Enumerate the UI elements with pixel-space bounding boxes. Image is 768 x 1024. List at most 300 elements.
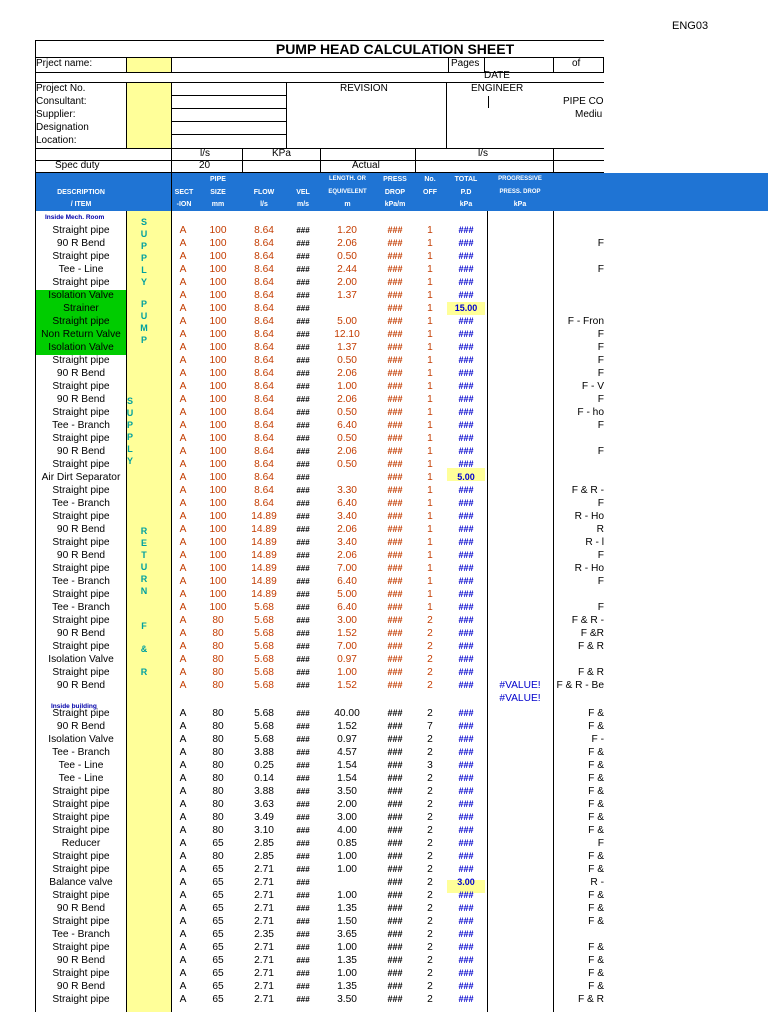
- section-cell: A: [179, 316, 187, 327]
- no-off-cell: 2: [427, 955, 433, 966]
- item-description: 90 R Bend: [56, 550, 106, 561]
- section-cell: A: [179, 903, 187, 914]
- pipe-size-cell: 65: [212, 942, 224, 953]
- length-cell: 2.06: [337, 394, 357, 405]
- total-pd-cell: ###: [458, 277, 474, 287]
- table-row: [0, 653, 768, 666]
- length-cell: 1.54: [337, 760, 357, 771]
- fr-section-label-f: F: [141, 621, 147, 631]
- note-cell: F &: [588, 747, 604, 758]
- note-cell: F &: [588, 864, 604, 875]
- table-row: [0, 562, 768, 575]
- item-description: Straight pipe: [52, 942, 110, 953]
- flow-cell: 2.71: [254, 968, 274, 979]
- length-cell: 1.37: [337, 342, 357, 353]
- section-cell: A: [179, 994, 187, 1005]
- pipe-size-cell: 100: [209, 589, 227, 600]
- inside-building-label: Inside building: [51, 703, 97, 710]
- item-description: Straight pipe: [52, 277, 110, 288]
- total-pd-cell: ###: [458, 916, 474, 926]
- section-cell: A: [179, 812, 187, 823]
- flow-cell: 2.71: [254, 890, 274, 901]
- total-pd-cell: ###: [458, 994, 474, 1004]
- length-cell: 0.50: [337, 433, 357, 444]
- flow-cell: 8.64: [254, 264, 274, 275]
- velocity-cell: ###: [296, 486, 310, 495]
- item-description: Straight pipe: [52, 563, 110, 574]
- length-cell: 2.44: [337, 264, 357, 275]
- item-description: Straight pipe: [52, 407, 110, 418]
- flow-cell: 2.35: [254, 929, 274, 940]
- section-cell: A: [179, 381, 187, 392]
- section-cell: A: [179, 734, 187, 745]
- length-cell: 3.00: [337, 615, 357, 626]
- no-off-cell: 2: [427, 773, 433, 784]
- item-description: Straight pipe: [52, 316, 110, 327]
- item-description: Straight pipe: [52, 799, 110, 810]
- col-length-line1: EQUIVELENT: [328, 189, 367, 195]
- total-pd-cell: ###: [458, 825, 474, 835]
- total-pd-cell: ###: [458, 407, 474, 417]
- note-cell: F: [597, 394, 604, 405]
- pipe-size-cell: 100: [209, 420, 227, 431]
- note-cell: F: [597, 264, 604, 275]
- spec-duty-value: 20: [199, 160, 211, 171]
- project-details-field[interactable]: [126, 83, 171, 148]
- total-pd-cell: ###: [458, 615, 474, 625]
- no-off-cell: 2: [427, 786, 433, 797]
- flow-cell: 8.64: [254, 225, 274, 236]
- project-name-label: Prject name:: [36, 58, 93, 69]
- item-description: 90 R Bend: [56, 721, 106, 732]
- item-description: 90 R Bend: [56, 628, 106, 639]
- note-cell: F &: [588, 981, 604, 992]
- velocity-cell: ###: [296, 460, 310, 469]
- no-off-cell: 1: [427, 511, 433, 522]
- of-label: of: [572, 58, 581, 69]
- no-off-cell: 1: [427, 602, 433, 613]
- item-description: Straight pipe: [52, 615, 110, 626]
- section-cell: A: [179, 589, 187, 600]
- col-progressive-line2: kPa: [513, 201, 527, 208]
- length-cell: 7.00: [337, 641, 357, 652]
- length-cell: 1.00: [337, 968, 357, 979]
- section-cell: A: [179, 667, 187, 678]
- item-description: Straight pipe: [52, 225, 110, 236]
- section-cell: A: [179, 576, 187, 587]
- fr-section-label-r: R: [140, 667, 148, 677]
- flow-cell: 5.68: [254, 708, 274, 719]
- section-cell: A: [179, 485, 187, 496]
- item-description: Straight pipe: [52, 916, 110, 927]
- no-off-cell: 2: [427, 929, 433, 940]
- note-cell: F: [597, 576, 604, 587]
- section-cell: A: [179, 355, 187, 366]
- table-row: [0, 276, 768, 289]
- item-description: 90 R Bend: [56, 368, 106, 379]
- note-cell: F: [597, 838, 604, 849]
- press-drop-cell: ###: [387, 942, 403, 952]
- press-drop-cell: ###: [387, 747, 403, 757]
- velocity-cell: ###: [296, 408, 310, 417]
- flow-cell: 8.64: [254, 420, 274, 431]
- engineer-label: ENGINEER: [471, 83, 524, 94]
- table-row: [0, 785, 768, 798]
- item-description: Tee - Line: [58, 264, 104, 275]
- section-cell: A: [179, 773, 187, 784]
- flow-cell: 8.64: [254, 472, 274, 483]
- col-total-line0: TOTAL: [454, 176, 478, 183]
- velocity-cell: ###: [296, 956, 310, 965]
- col-total-line1: P.D: [460, 189, 472, 196]
- total-pd-cell: ###: [458, 602, 474, 612]
- no-off-cell: 1: [427, 303, 433, 314]
- press-drop-cell: ###: [387, 851, 403, 861]
- note-cell: F & R: [577, 641, 604, 652]
- total-pd-cell: ###: [458, 838, 474, 848]
- press-drop-cell: ###: [387, 641, 403, 651]
- pages-label: Pages: [451, 58, 480, 69]
- section-cell: A: [179, 498, 187, 509]
- item-description: Straight pipe: [52, 968, 110, 979]
- note-cell: F &R: [580, 628, 604, 639]
- flow-cell: 8.64: [254, 433, 274, 444]
- press-drop-cell: ###: [387, 708, 403, 718]
- length-cell: 3.40: [337, 511, 357, 522]
- length-cell: 1.52: [337, 628, 357, 639]
- section-cell: A: [179, 825, 187, 836]
- velocity-cell: ###: [296, 356, 310, 365]
- section-cell: A: [179, 838, 187, 849]
- flow-cell: 5.68: [254, 680, 274, 691]
- length-cell: 4.57: [337, 747, 357, 758]
- table-row: [0, 692, 768, 705]
- velocity-cell: ###: [296, 382, 310, 391]
- press-drop-cell: ###: [387, 903, 403, 913]
- pipe-size-cell: 80: [212, 812, 224, 823]
- pipe-size-cell: 80: [212, 799, 224, 810]
- press-drop-cell: ###: [387, 825, 403, 835]
- pipe-size-cell: 80: [212, 734, 224, 745]
- section-cell: A: [179, 277, 187, 288]
- table-row: [0, 967, 768, 980]
- note-cell: F: [597, 420, 604, 431]
- table-row: [0, 640, 768, 653]
- item-description: Straight pipe: [52, 825, 110, 836]
- project-name-field[interactable]: [126, 58, 171, 72]
- velocity-cell: ###: [296, 330, 310, 339]
- total-pd-cell: ###: [458, 667, 474, 677]
- supply-section-label-1: S U P P L Y: [140, 217, 148, 287]
- press-drop-cell: ###: [387, 602, 403, 612]
- table-row: [0, 445, 768, 458]
- press-drop-cell: ###: [387, 342, 403, 352]
- unit-kpa: KPa: [272, 148, 291, 159]
- section-cell: A: [179, 251, 187, 262]
- length-cell: 1.52: [337, 680, 357, 691]
- item-description: Isolation Valve: [48, 290, 114, 301]
- flow-cell: 3.88: [254, 747, 274, 758]
- actual-label: Actual: [352, 160, 380, 171]
- length-cell: 0.85: [337, 838, 357, 849]
- velocity-cell: ###: [296, 748, 310, 757]
- flow-cell: 2.85: [254, 838, 274, 849]
- note-cell: F & R -: [571, 485, 604, 496]
- length-cell: 3.40: [337, 537, 357, 548]
- press-drop-cell: ###: [387, 994, 403, 1004]
- table-row: [0, 406, 768, 419]
- note-cell: F &: [588, 851, 604, 862]
- col-desc-line1: DESCRIPTION: [57, 189, 105, 196]
- press-drop-cell: ###: [387, 916, 403, 926]
- item-description: Isolation Valve: [48, 734, 114, 745]
- total-pd-cell: ###: [458, 498, 474, 508]
- no-off-cell: 2: [427, 864, 433, 875]
- pipe-size-cell: 100: [209, 524, 227, 535]
- no-off-cell: 2: [427, 812, 433, 823]
- velocity-cell: ###: [296, 369, 310, 378]
- length-cell: 1.00: [337, 851, 357, 862]
- revision-label: REVISION: [340, 83, 388, 94]
- note-cell: F - Fron: [567, 316, 604, 327]
- table-row: [0, 837, 768, 850]
- table-row: [0, 458, 768, 471]
- item-description: Straight pipe: [52, 641, 110, 652]
- note-cell: F & R: [577, 667, 604, 678]
- col-vel-line1: VEL: [296, 189, 310, 196]
- no-off-cell: 3: [427, 760, 433, 771]
- table-row: [0, 549, 768, 562]
- velocity-cell: ###: [296, 668, 310, 677]
- pipe-size-cell: 65: [212, 916, 224, 927]
- pipe-size-cell: 65: [212, 838, 224, 849]
- length-cell: 3.50: [337, 994, 357, 1005]
- velocity-cell: ###: [296, 564, 310, 573]
- total-pd-cell: ###: [458, 355, 474, 365]
- no-off-cell: 2: [427, 825, 433, 836]
- note-cell: F &: [588, 708, 604, 719]
- note-cell: R - Ho: [574, 563, 604, 574]
- flow-cell: 14.89: [251, 576, 277, 587]
- velocity-cell: ###: [296, 252, 310, 261]
- flow-cell: 8.64: [254, 238, 274, 249]
- total-pd-cell: ###: [458, 589, 474, 599]
- velocity-cell: ###: [296, 969, 310, 978]
- flow-cell: 8.64: [254, 368, 274, 379]
- length-cell: 2.00: [337, 277, 357, 288]
- total-pd-cell: ###: [458, 290, 474, 300]
- velocity-cell: ###: [296, 930, 310, 939]
- press-drop-cell: ###: [387, 734, 403, 744]
- item-description: Tee - Branch: [52, 747, 110, 758]
- note-cell: F &: [588, 968, 604, 979]
- length-cell: 2.06: [337, 550, 357, 561]
- note-cell: F &: [588, 903, 604, 914]
- press-drop-cell: ###: [387, 355, 403, 365]
- length-cell: 1.35: [337, 955, 357, 966]
- press-drop-cell: ###: [387, 589, 403, 599]
- no-off-cell: 1: [427, 381, 433, 392]
- velocity-cell: ###: [296, 317, 310, 326]
- table-row: [0, 432, 768, 445]
- no-off-cell: 2: [427, 654, 433, 665]
- col-drop-line1: DROP: [384, 189, 406, 196]
- item-description: Straight pipe: [52, 994, 110, 1005]
- table-row: [0, 250, 768, 263]
- velocity-cell: ###: [296, 709, 310, 718]
- total-pd-cell: ###: [458, 968, 474, 978]
- item-description: Tee - Branch: [52, 498, 110, 509]
- item-description: Straight pipe: [52, 667, 110, 678]
- velocity-cell: ###: [296, 878, 310, 887]
- section-cell: A: [179, 929, 187, 940]
- length-cell: 5.00: [337, 316, 357, 327]
- note-cell: F & R -: [571, 615, 604, 626]
- item-description: 90 R Bend: [56, 903, 106, 914]
- table-row: [0, 523, 768, 536]
- pipe-size-cell: 100: [209, 602, 227, 613]
- section-cell: A: [179, 864, 187, 875]
- col-drop-line2: kPa/m: [384, 201, 406, 208]
- note-cell: F &: [588, 799, 604, 810]
- section-cell: A: [179, 550, 187, 561]
- note-cell: F: [597, 550, 604, 561]
- col-size-line1: SIZE: [210, 189, 226, 196]
- velocity-cell: ###: [296, 655, 310, 664]
- press-drop-cell: ###: [387, 277, 403, 287]
- length-cell: 3.50: [337, 786, 357, 797]
- table-row: [0, 484, 768, 497]
- flow-cell: 0.25: [254, 760, 274, 771]
- total-pd-cell: ###: [458, 342, 474, 352]
- table-row: [0, 679, 768, 692]
- press-drop-cell: ###: [387, 524, 403, 534]
- section-cell: A: [179, 615, 187, 626]
- table-row: [0, 772, 768, 785]
- length-cell: 1.00: [337, 864, 357, 875]
- note-cell: F &: [588, 773, 604, 784]
- pipe-size-cell: 100: [209, 251, 227, 262]
- table-row: [0, 393, 768, 406]
- total-pd-cell: ###: [458, 903, 474, 913]
- press-drop-cell: ###: [387, 628, 403, 638]
- velocity-cell: ###: [296, 839, 310, 848]
- item-description: Straight pipe: [52, 812, 110, 823]
- pipe-size-cell: 65: [212, 864, 224, 875]
- section-cell: A: [179, 459, 187, 470]
- length-cell: 2.06: [337, 368, 357, 379]
- item-description: Straight pipe: [52, 851, 110, 862]
- total-pd-cell: ###: [458, 864, 474, 874]
- no-off-cell: 2: [427, 877, 433, 888]
- section-cell: A: [179, 721, 187, 732]
- pipe-size-cell: 100: [209, 225, 227, 236]
- length-cell: 6.40: [337, 420, 357, 431]
- no-off-cell: 1: [427, 433, 433, 444]
- pipe-size-cell: 80: [212, 721, 224, 732]
- table-row: [0, 980, 768, 993]
- no-off-cell: 7: [427, 721, 433, 732]
- item-description: Balance valve: [49, 877, 113, 888]
- item-description: Straight pipe: [52, 251, 110, 262]
- total-pd-cell: ###: [458, 381, 474, 391]
- no-off-cell: 1: [427, 368, 433, 379]
- press-drop-cell: ###: [387, 329, 403, 339]
- total-pd-cell: ###: [458, 316, 474, 326]
- note-cell: F: [597, 446, 604, 457]
- no-off-cell: 1: [427, 485, 433, 496]
- total-pd-cell: ###: [458, 812, 474, 822]
- table-row: [0, 354, 768, 367]
- length-cell: 0.50: [337, 355, 357, 366]
- velocity-cell: ###: [296, 239, 310, 248]
- section-cell: A: [179, 942, 187, 953]
- velocity-cell: ###: [296, 603, 310, 612]
- velocity-cell: ###: [296, 761, 310, 770]
- item-description: Isolation Valve: [48, 654, 114, 665]
- designation-label: Designation: [36, 122, 89, 133]
- col-total-line2: kPa: [459, 201, 473, 208]
- total-pd-cell: ###: [458, 654, 474, 664]
- item-description: 90 R Bend: [56, 955, 106, 966]
- section-cell: A: [179, 394, 187, 405]
- spec-duty-label: Spec duty: [55, 160, 100, 171]
- no-off-cell: 2: [427, 747, 433, 758]
- velocity-cell: ###: [296, 917, 310, 926]
- pipe-size-cell: 100: [209, 433, 227, 444]
- no-off-cell: 2: [427, 680, 433, 691]
- total-pd-cell: ###: [458, 524, 474, 534]
- no-off-cell: 1: [427, 251, 433, 262]
- press-drop-cell: ###: [387, 550, 403, 560]
- velocity-cell: ###: [296, 538, 310, 547]
- total-pd-cell: ###: [458, 511, 474, 521]
- table-row: [0, 315, 768, 328]
- section-cell: A: [179, 955, 187, 966]
- table-row: [0, 510, 768, 523]
- flow-cell: 3.49: [254, 812, 274, 823]
- section-cell: A: [179, 563, 187, 574]
- length-cell: 1.35: [337, 981, 357, 992]
- length-cell: 1.00: [337, 381, 357, 392]
- length-cell: 6.40: [337, 576, 357, 587]
- velocity-cell: ###: [296, 512, 310, 521]
- velocity-cell: ###: [296, 813, 310, 822]
- pipe-size-cell: 100: [209, 342, 227, 353]
- total-pd-cell: ###: [458, 929, 474, 939]
- page-title: PUMP HEAD CALCULATION SHEET: [275, 41, 515, 57]
- supply-section-label-2: S U P P L Y: [126, 396, 134, 466]
- total-pd-cell: 15.00: [454, 303, 478, 313]
- no-off-cell: 2: [427, 641, 433, 652]
- total-pd-cell: ###: [458, 485, 474, 495]
- flow-cell: 8.64: [254, 459, 274, 470]
- section-cell: A: [179, 708, 187, 719]
- velocity-cell: ###: [296, 865, 310, 874]
- note-cell: F - ho: [577, 407, 604, 418]
- flow-cell: 8.64: [254, 498, 274, 509]
- velocity-cell: ###: [296, 787, 310, 796]
- progressive-drop-cell: #VALUE!: [499, 680, 541, 691]
- total-pd-cell: ###: [458, 721, 474, 731]
- section-cell: A: [179, 511, 187, 522]
- total-pd-cell: ###: [458, 628, 474, 638]
- section-cell: A: [179, 641, 187, 652]
- pipe-size-cell: 80: [212, 628, 224, 639]
- section-cell: A: [179, 433, 187, 444]
- total-pd-cell: ###: [458, 786, 474, 796]
- velocity-cell: ###: [296, 265, 310, 274]
